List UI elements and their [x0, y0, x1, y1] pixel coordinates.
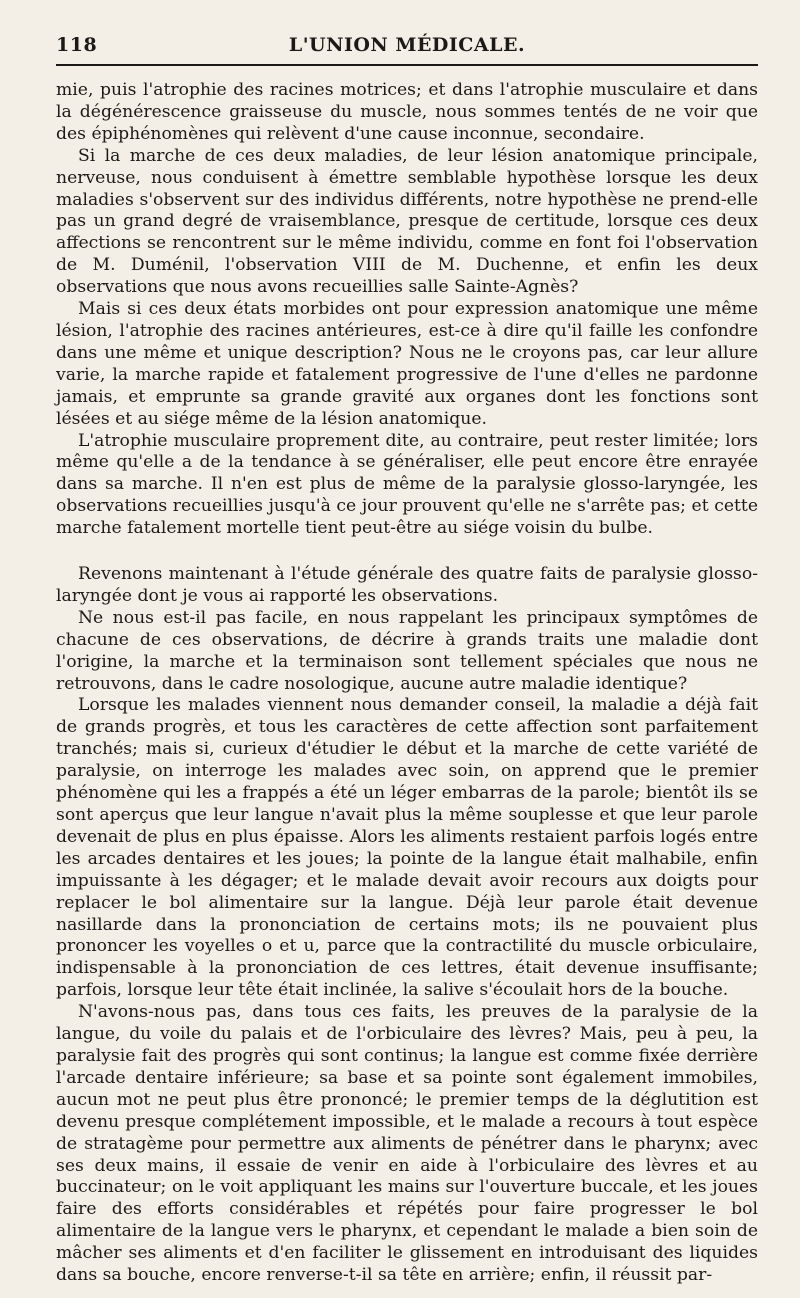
paragraph-6: Ne nous est-il pas facile, en nous rappelant les principaux symptômes de chacune de ces observations, de décrire à grands traits une maladie dont l'origine, la marche et la terminaison sont tellement spéciales que nous ne retrouvons, dans le cadre nosologique, aucune autre maladie identique?	[56, 607, 758, 694]
paragraph-4: L'atrophie musculaire proprement dite, au contraire, peut rester limitée; lors même qu'elle a de la tendance à se généraliser, elle peut encore être enrayée dans sa marche. Il n'en est plus de même de la paralysie glosso-laryngée, les observations recueillies jusqu'à ce jour prouvent qu'elle ne s'arrête pas; et cette marche fatalement mortelle tient peut-être au siége voisin du bulbe.	[56, 430, 758, 539]
page-header	[56, 34, 758, 58]
paragraph-7: Lorsque les malades viennent nous demander conseil, la maladie a déjà fait de grands progrès, et tous les caractères de cette affection sont parfaitement tranchés; mais si, curieux d'étudier le début et la marche de cette variété de paralysie, on interroge les malades avec soin, on apprend que le premier phénomène qui les a frappés a été un léger embarras de la parole; bientôt ils se sont aperçus que leur langue n'avait plus la même souplesse et que leur parole devenait de plus en plus épaisse. Alors les aliments restaient parfois logés entre les arcades dentaires et les joues; la pointe de la langue était malhabile, enfin impuissante à les dégager; et le malade devait avoir recours aux doigts pour replacer le bol alimentaire sur la langue. Déjà leur parole était devenue nasillarde dans la prononciation de certains mots; ils ne pouvaient plus prononcer les voyelles o et u, parce que la contractilité du muscle orbiculaire, indispensable à la prononciation de ces lettres, était devenue insuffisante; parfois, lorsque leur tête était inclinée, la salive s'écoulait hors de la bouche.	[56, 695, 758, 1001]
article-body	[56, 80, 758, 1287]
paragraph-8: N'avons-nous pas, dans tous ces faits, les preuves de la paralysie de la langue, du voile du palais et de l'orbiculaire des lèvres? Mais, peu à peu, la paralysie fait des progrès qui sont continus; la langue est comme fixée derrière l'arcade dentaire inférieure; sa base et sa pointe sont également immobiles, aucun mot ne peut plus être prononcé; le premier temps de la déglutition est devenu presque complétement impossible, et le malade a recours à tout espèce de stratagème pour permettre aux aliments de pénétrer dans le pharynx; avec ses deux mains, il essaie de venir en aide à l'orbiculaire des lèvres et au buccinateur; on le voit appliquant les mains sur l'ouverture buccale, et les joues faire des efforts considérables et répétés pour faire progresser le bol alimentaire de la langue vers le pharynx, et cependant le malade a bien soin de mâcher ses aliments et d'en faciliter le glissement en introduisant des liquides dans sa bouche, encore renverse-t-il sa tête en arrière; enfin, il réussit par-	[56, 1002, 758, 1286]
page-number: 118	[56, 34, 98, 56]
paragraph-3: Mais si ces deux états morbides ont pour expression anatomique une même lésion, l'atrophie des racines antérieures, est-ce à dire qu'il faille les confondre dans une même et unique description? Nous ne le croyons pas, car leur allure varie, la marche rapide et fatalement progressive de l'une d'elles ne pardonne jamais, et emprunte sa grande gravité aux organes dont les fonctions sont lésées et au siége même de la lésion anatomique.	[56, 299, 758, 429]
running-title: L'UNION MÉDICALE.	[288, 34, 526, 56]
paragraph-5: Revenons maintenant à l'étude générale des quatre faits de paralysie glosso-laryngée dont je vous ai rapporté les observations.	[56, 564, 758, 606]
header-rule	[56, 64, 758, 66]
paragraph-1: mie, puis l'atrophie des racines motrices; et dans l'atrophie musculaire et dans la dégénérescence graisseuse du muscle, nous sommes tentés de ne voir que des épiphénomènes qui relèvent d'une cause inconnue, secondaire.	[56, 80, 758, 144]
paragraph-2: Si la marche de ces deux maladies, de leur lésion anatomique principale, nerveuse, nous conduisent à émettre semblable hypothèse lorsque les deux maladies s'observent sur des individus différents, notre hypothèse ne prend-elle pas un grand degré de vraisemblance, presque de certitude, lorsque ces deux affections se rencontrent sur le même individu, comme en font foi l'observation de M. Duménil, l'observation VIII de M. Duchenne, et enfin les deux observations que nous avons recueillies salle Sainte-Agnès?	[56, 145, 758, 298]
